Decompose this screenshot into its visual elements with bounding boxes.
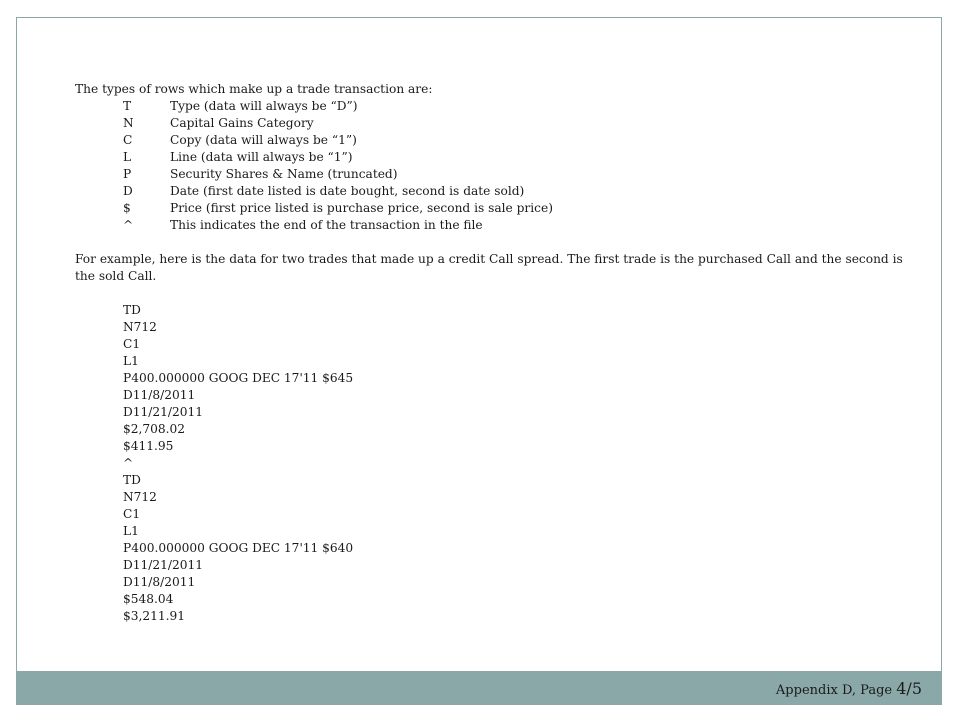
row-type-code: D	[123, 184, 133, 198]
data-line: ^	[123, 456, 134, 470]
row-type-item	[75, 200, 925, 217]
spacer	[75, 285, 925, 302]
data-line: P400.000000 GOOG DEC 17'11 $640	[123, 541, 354, 555]
row-type-code: ^	[123, 218, 134, 232]
transaction-data	[75, 302, 925, 625]
data-line: $2,708.02	[123, 422, 186, 436]
page-indicator	[776, 679, 922, 698]
row-type-code: T	[123, 99, 132, 113]
data-line: P400.000000 GOOG DEC 17'11 $645	[123, 371, 354, 385]
spacer	[75, 234, 925, 251]
row-type-desc: Line (data will always be “1”)	[170, 150, 353, 164]
row-type-code: $	[123, 201, 131, 215]
row-type-desc: This indicates the end of the transaction in the file	[170, 218, 483, 232]
data-line: $548.04	[123, 592, 174, 606]
row-type-desc: Date (first date listed is date bought, second is date sold)	[170, 184, 525, 198]
footer-bar	[16, 671, 942, 705]
data-line: L1	[123, 354, 139, 368]
data-line: D11/21/2011	[123, 405, 204, 419]
data-line: D11/8/2011	[123, 388, 196, 402]
row-type-item	[75, 115, 925, 132]
row-type-item	[75, 166, 925, 183]
intro-text: The types of rows which make up a trade transaction are:	[75, 82, 433, 96]
row-type-desc: Type (data will always be “D”)	[170, 99, 358, 113]
example-paragraph: For example, here is the data for two trades that made up a credit Call spread. The first trade is the purchased Call and the second is the sold Call.	[75, 252, 903, 283]
row-type-desc: Capital Gains Category	[170, 116, 314, 130]
row-type-item	[75, 217, 925, 234]
row-type-code: L	[123, 150, 132, 164]
footer-label: Appendix D, Page	[775, 683, 897, 698]
row-type-desc: Price (first price listed is purchase price, second is sale price)	[170, 201, 553, 215]
data-line: D11/21/2011	[123, 558, 204, 572]
data-line: C1	[123, 507, 141, 521]
data-line: $3,211.91	[123, 609, 186, 623]
row-type-item	[75, 98, 925, 115]
slide-page	[16, 17, 942, 705]
content-area	[75, 81, 925, 625]
data-line: N712	[123, 490, 157, 504]
row-type-code: C	[123, 133, 133, 147]
data-line: TD	[123, 303, 141, 317]
row-type-item	[75, 132, 925, 149]
row-type-item	[75, 183, 925, 200]
data-line: N712	[123, 320, 157, 334]
row-type-desc: Copy (data will always be “1”)	[170, 133, 357, 147]
row-types-list	[75, 98, 925, 234]
row-type-desc: Security Shares & Name (truncated)	[170, 167, 398, 181]
row-type-code: P	[123, 167, 132, 181]
data-line: $411.95	[123, 439, 174, 453]
data-line: TD	[123, 473, 141, 487]
data-line: L1	[123, 524, 139, 538]
data-line: C1	[123, 337, 141, 351]
data-line: D11/8/2011	[123, 575, 196, 589]
row-type-item	[75, 149, 925, 166]
row-type-code: N	[123, 116, 134, 130]
page-number: 4/5	[896, 679, 922, 698]
